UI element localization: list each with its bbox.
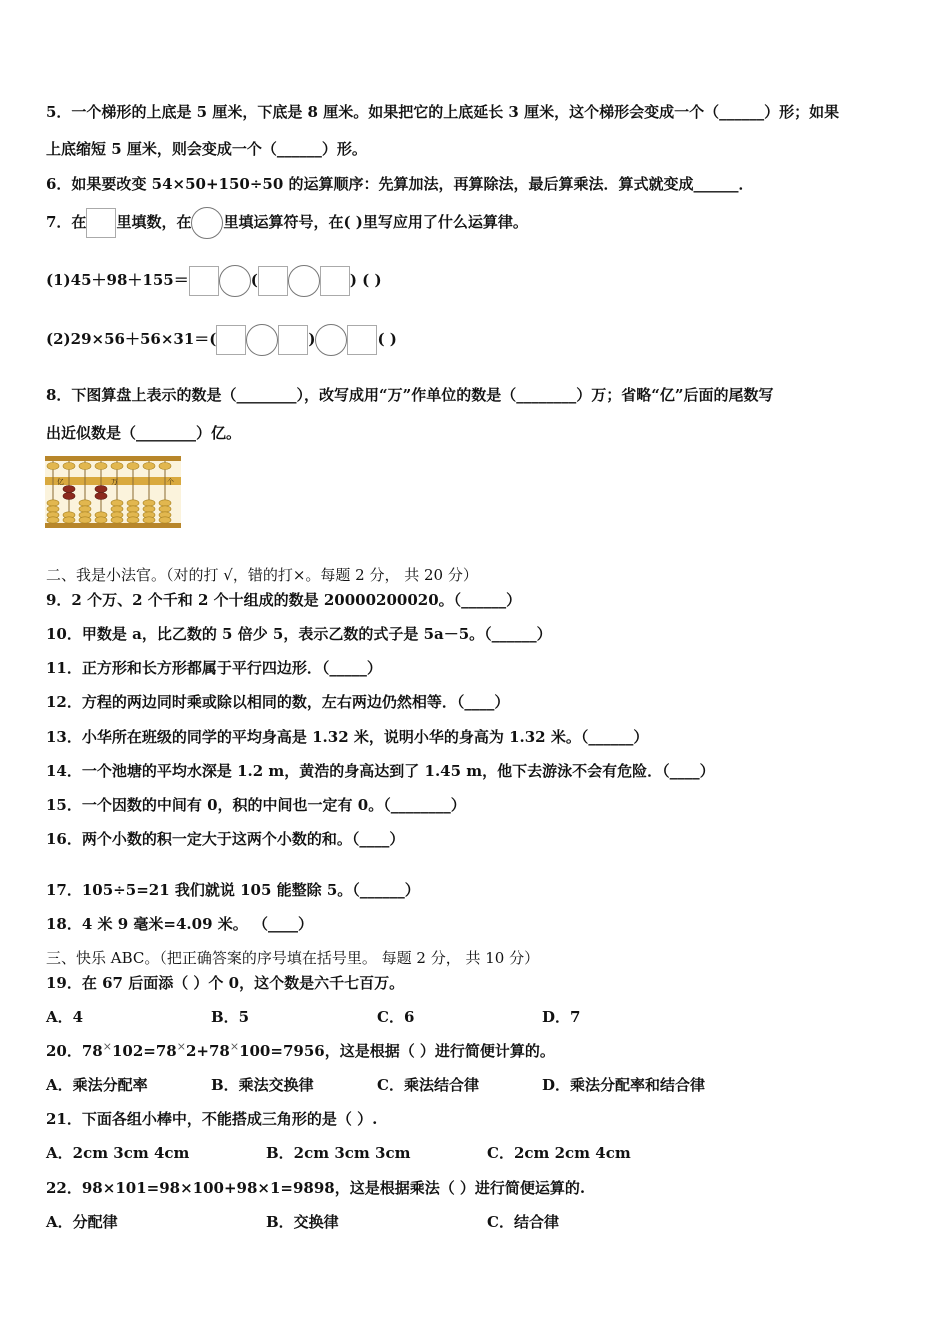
abacus-label-yi: 亿 [57, 478, 64, 486]
question-14: 14．一个池塘的平均水深是 1.2 m，黄浩的身高达到了 1.45 m，他下去游泳不会有危险．（____） [46, 762, 715, 780]
q20-option-b[interactable]: B．乘法交换律 [211, 1076, 314, 1094]
q19-option-b[interactable]: B．5 [211, 1008, 250, 1026]
question-7 [46, 205, 528, 239]
q22-option-b[interactable]: B．交换律 [266, 1213, 339, 1231]
q20-text-4: 100=7956，这是根据（ ）进行简便计算的。 [239, 1042, 555, 1060]
question-7-sub-1 [46, 262, 382, 298]
abacus-label-wan: 万 [111, 478, 118, 486]
abacus-image [45, 456, 181, 528]
question-11: 11．正方形和长方形都属于平行四边形．（_____） [46, 659, 382, 677]
circle-box-icon [191, 207, 223, 239]
q20-option-c[interactable]: C．乘法结合律 [377, 1076, 479, 1094]
question-13: 13．小华所在班级的同学的平均身高是 1.32 米，说明小华的身高为 1.32 米。（______） [46, 728, 649, 746]
question-18: 18．4 米 9 毫米=4.09 米。 （____） [46, 915, 313, 933]
question-7-sub-2 [46, 321, 397, 357]
question-17: 17．105÷5=21 我们就说 105 能整除 5。（______） [46, 881, 420, 899]
question-15: 15．一个因数的中间有 0，积的中间也一定有 0。（________） [46, 796, 466, 814]
answer-circle-1[interactable] [219, 265, 251, 297]
multiply-mark-2: × [176, 1040, 186, 1053]
answer-circle-2[interactable] [288, 265, 320, 297]
abacus-bottom-frame [45, 523, 181, 528]
sub2-tail: ( ) [377, 330, 397, 348]
sub2-paren-close: ) [308, 330, 316, 348]
section-2-title: 二、我是小法官。（对的打 √，错的打×。每题 2 分， 共 20 分） [46, 566, 478, 584]
question-8-line-1: 8．下图算盘上表示的数是（________），改写成用“万”作单位的数是（________）万；省略“亿”后面的尾数写 [46, 386, 774, 404]
question-5-line-2: 上底缩短 5 厘米，则会变成一个（______）形。 [46, 140, 367, 158]
section-3-title: 三、快乐 ABC。（把正确答案的序号填在括号里。 每题 2 分， 共 10 分） [46, 949, 540, 967]
q20-option-a[interactable]: A．乘法分配率 [46, 1076, 148, 1094]
sub1-paren-close: ) ( ) [349, 271, 382, 289]
question-12: 12．方程的两边同时乘或除以相同的数，左右两边仍然相等．（____） [46, 693, 510, 711]
answer-square-1[interactable] [189, 266, 219, 296]
q20-option-d[interactable]: D．乘法分配率和结合律 [542, 1076, 706, 1094]
answer-square-4[interactable] [216, 325, 246, 355]
answer-circle-4[interactable] [315, 324, 347, 356]
abacus-top-frame [45, 456, 181, 461]
multiply-mark-3: × [229, 1040, 240, 1053]
q20-text-1: 20．78 [46, 1042, 103, 1060]
q20-text-2: 102=78 [111, 1042, 177, 1060]
question-7-text-a: 7．在 [46, 213, 87, 231]
question-7-text-b: 里填数，在 [116, 213, 192, 231]
question-8-line-2: 出近似数是（________）亿。 [46, 424, 242, 442]
question-7-text-c: 里填运算符号，在( )里写应用了什么运算律。 [223, 213, 528, 231]
question-16: 16．两个小数的积一定大于这两个小数的和。（____） [46, 830, 405, 848]
sub1-expression: (1)45＋98＋155＝ [46, 271, 189, 289]
question-10: 10．甲数是 a，比乙数的 5 倍少 5，表示乙数的式子是 5a－5。（______） [46, 625, 552, 643]
q19-option-d[interactable]: D．7 [542, 1008, 581, 1026]
q22-option-a[interactable]: A．分配律 [46, 1213, 118, 1231]
multiply-mark-1: × [102, 1040, 112, 1053]
q21-option-b[interactable]: B．2cm 3cm 3cm [266, 1144, 411, 1162]
answer-square-2[interactable] [258, 266, 288, 296]
answer-circle-3[interactable] [246, 324, 278, 356]
paren-open: ( [250, 271, 258, 289]
q19-option-c[interactable]: C．6 [377, 1008, 415, 1026]
q21-option-c[interactable]: C．2cm 2cm 4cm [487, 1144, 631, 1162]
q20-text-3: 2+78 [185, 1042, 230, 1060]
answer-square-6[interactable] [347, 325, 377, 355]
answer-square-3[interactable] [320, 266, 350, 296]
q19-option-a[interactable]: A．4 [46, 1008, 84, 1026]
q22-option-c[interactable]: C．结合律 [487, 1213, 559, 1231]
question-5-line-1: 5．一个梯形的上底是 5 厘米，下底是 8 厘米。如果把它的上底延长 3 厘米，这个梯形会变成一个（______）形；如果 [46, 103, 840, 121]
q21-option-a[interactable]: A．2cm 3cm 4cm [46, 1144, 190, 1162]
answer-square-5[interactable] [278, 325, 308, 355]
question-20 [46, 1041, 555, 1063]
question-6: 6．如果要改变 54×50+150÷50 的运算顺序：先算加法，再算除法，最后算乘法．算式就变成______． [46, 175, 754, 193]
question-21: 21．下面各组小棒中，不能搭成三角形的是（ ）. [46, 1110, 378, 1128]
question-9: 9．2 个万、2 个千和 2 个十组成的数是 20000200020。（______） [46, 591, 522, 609]
question-22: 22．98×101=98×100+98×1=9898，这是根据乘法（ ）进行简便运算的. [46, 1179, 586, 1197]
sub2-expression: (2)29×56＋56×31＝( [46, 330, 217, 348]
abacus-label-ge: 个 [167, 478, 174, 486]
square-box-icon [86, 208, 116, 238]
question-19: 19．在 67 后面添（ ）个 0，这个数是六千七百万。 [46, 974, 405, 992]
